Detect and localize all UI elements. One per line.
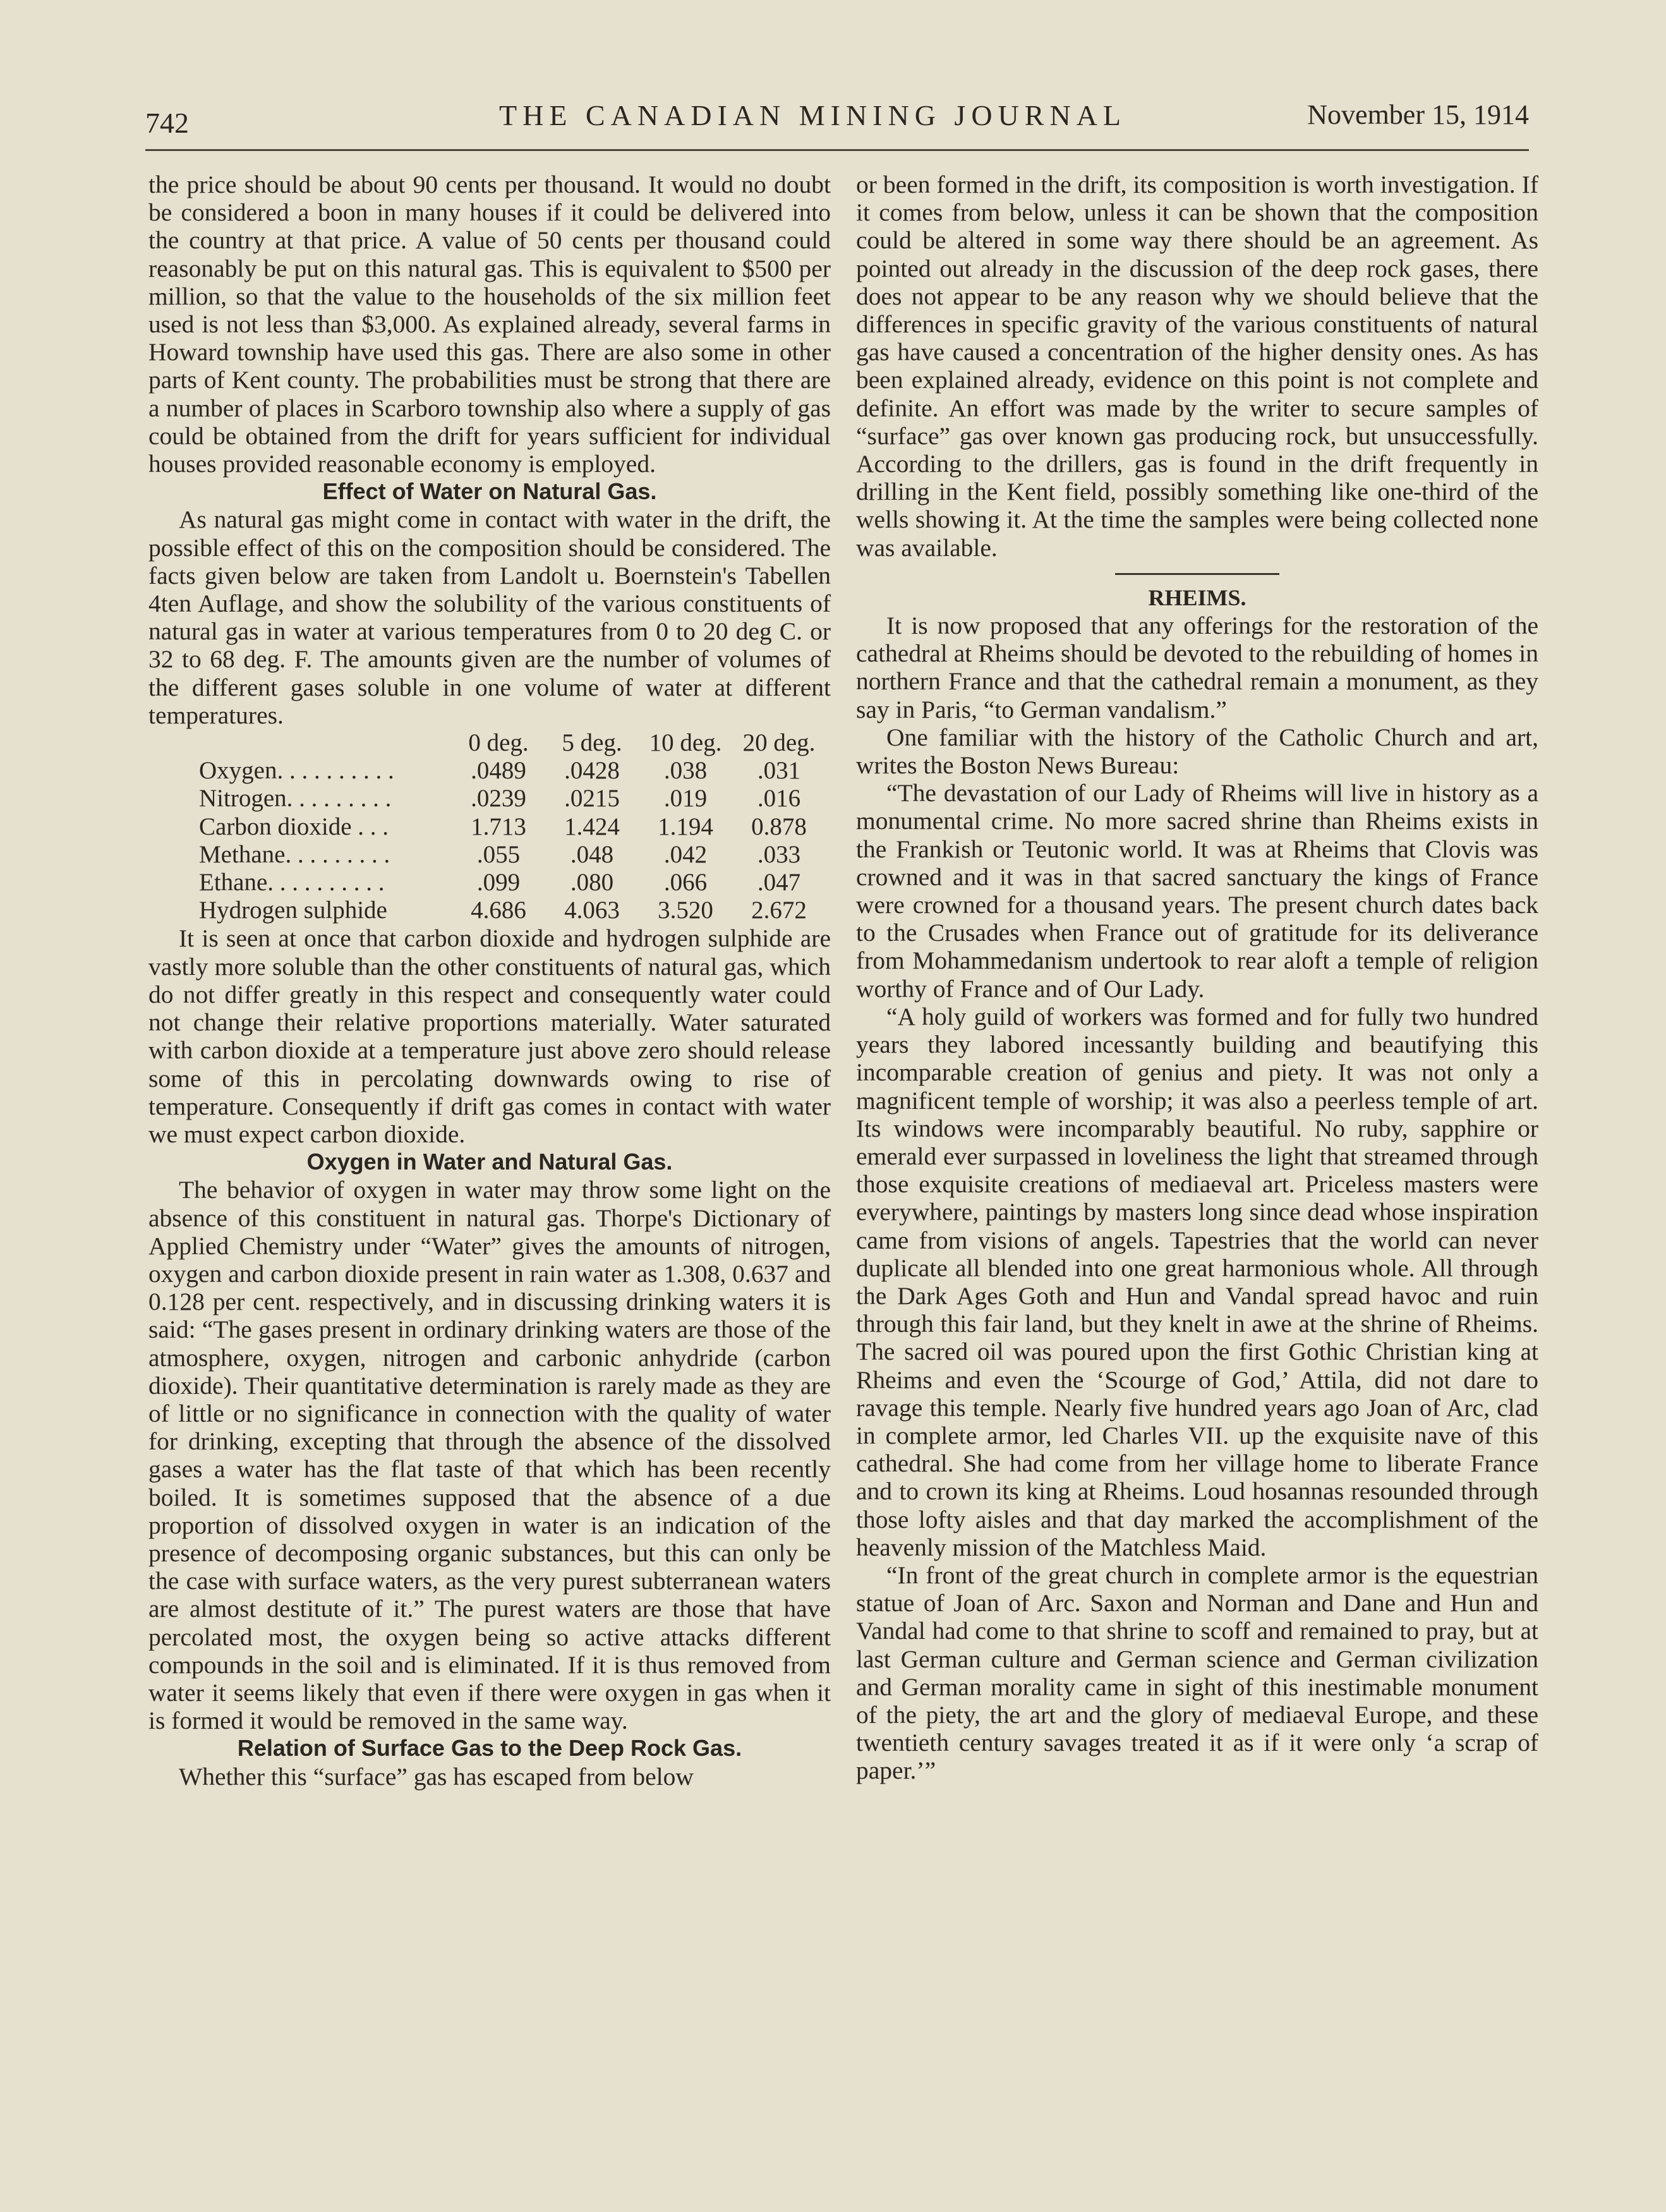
table-cell: 4.686 — [471, 897, 526, 924]
section-heading: Relation of Surface Gas to the Deep Rock Gas. — [237, 1735, 742, 1762]
table-cell: 1.194 — [658, 813, 713, 840]
journal-title: THE CANADIAN MINING JOURNAL — [499, 99, 1126, 131]
article-title: RHEIMS. — [1148, 584, 1246, 610]
paragraph: It is now proposed that any offerings for the restoration of the cathedral at Rheims should be devoted to the rebuilding of homes in northern France and that the cathedral remain a monument, as they say in Paris, “to German vandalism.” — [856, 612, 1538, 723]
gas-name: Nitrogen. . . . . . . . . — [199, 785, 392, 813]
column-header: 0 deg. — [468, 729, 529, 757]
gas-name: Ethane. . . . . . . . . . — [199, 869, 385, 897]
table-cell: .0428 — [564, 757, 620, 785]
table-cell: 2.672 — [751, 897, 807, 924]
paragraph: The behavior of oxygen in water may throw some light on the absence of this constituent in natural gas. Thorpe's Dictionary of Applied Chemistry under “Water” gives the amounts of nitrogen, oxygen and carbon dioxide present in rain water as 1.308, 0.637 and 0.128 per cent. respectively, and in discussing drinking waters it is said: “The gases present in ordinary drinking waters are those of the atmosphere, oxygen, nitrogen and carbonic anhydride (carbon dioxide). Their quantitative determination is rarely made as they are of little or no significance in connection with the quality of water for drinking, excepting that through the absence of the dissolved gases a water has the flat taste of that which has been recently boiled. It is sometimes supposed that the absence of a due proportion of dissolved oxygen in water is an indication of the presence of decomposing organic substances, but this can only be the case with surface waters, as the very purest subterranean waters are almost destitute of it.” The purest waters are those that have percolated most, the oxygen being so active attacks different compounds in the soil and is eliminated. If it is thus removed from water it seems likely that even if there were oxygen in gas when it is formed it would be removed in the same way. — [148, 1176, 831, 1735]
table-cell: .048 — [570, 840, 614, 868]
table-cell: 3.520 — [658, 897, 713, 924]
left-column — [148, 171, 831, 1791]
column-header: 10 deg. — [649, 729, 722, 757]
table-cell: 1.713 — [471, 813, 526, 840]
table-cell: .019 — [663, 785, 708, 813]
column-header: 20 deg. — [742, 729, 816, 757]
table-header-row — [199, 729, 826, 757]
issue-date: November 15, 1914 — [1307, 99, 1529, 130]
table-row — [199, 869, 826, 897]
page-header — [145, 95, 1529, 145]
paragraph: One familiar with the history of the Catholic Church and art, writes the Boston News Bureau: — [856, 723, 1538, 780]
table-cell: .016 — [757, 785, 801, 813]
page-number: 742 — [145, 107, 189, 139]
table-row — [199, 813, 826, 841]
table-cell: .0239 — [471, 785, 526, 813]
gas-name: Methane. . . . . . . . . — [199, 840, 390, 868]
table-cell: .042 — [663, 840, 708, 868]
table-cell: .033 — [757, 840, 801, 868]
table-cell: .0489 — [471, 757, 526, 785]
table-cell: .031 — [757, 757, 801, 785]
column-header: 5 deg. — [562, 729, 622, 757]
right-column — [856, 171, 1538, 1785]
paragraph: As natural gas might come in contact with water in the drift, the possible effect of this on the composition should be considered. The facts given below are taken from Landolt u. Boernstein's Tabellen 4ten Auflage, and show the solubility of the various constituents of natural gas in water at various temperatures from 0 to 20 deg C. or 32 to 68 deg. F. The amounts given are the number of volumes of the different gases soluble in one volume of water at different temperatures. — [148, 505, 831, 729]
table-cell: .055 — [476, 840, 521, 868]
paragraph: It is seen at once that carbon dioxide and hydrogen sulphide are vastly more soluble than the other constituents of natural gas, which do not differ greatly in this respect and consequently water could not change their relative proportions materially. Water saturated with carbon dioxide at a temperature just above zero should release some of this in percolating downwards owing to rise of temperature. Consequently if drift gas comes in contact with water we must expect carbon dioxide. — [148, 924, 831, 1148]
table-row — [199, 757, 826, 785]
paragraph: Whether this “surface” gas has escaped from below — [179, 1762, 694, 1791]
table-cell: 4.063 — [564, 897, 620, 924]
paragraph: “In front of the great church in complete armor is the equestrian statue of Joan of Arc. Saxon and Norman and Dane and Hun and Vandal had come to that shrine to scoff and remained to pray, but at last German culture and German science and German civilization and German morality came in sight of this inestimable monument of the piety, the art and the glory of mediaeval Europe, and these twentieth century savages treated it as if it were only ‘a scrap of paper.’” — [856, 1561, 1538, 1785]
paragraph: “The devastation of our Lady of Rheims will live in history as a monumental crime. No more sacred shrine than Rheims exists in the Frankish or Teutonic world. It was at Rheims that Clovis was crowned and it was in that sacred sanctuary the kings of France were crowned for a thousand years. The present church dates back to the Crusades when France out of gratitude for its deliverance from Mohammedanism undertook to rear aloft a temple of religion worthy of France and of Our Lady. — [856, 779, 1538, 1003]
section-divider — [1115, 573, 1279, 575]
section-heading: Effect of Water on Natural Gas. — [322, 478, 657, 505]
table-cell: .099 — [476, 869, 521, 897]
gas-name: Oxygen. . . . . . . . . . — [199, 757, 394, 785]
table-cell: .0215 — [564, 785, 620, 813]
solubility-table — [199, 729, 826, 924]
paragraph: the price should be about 90 cents per thousand. It would no doubt be considered a boon in many houses if it could be delivered into the country at that price. A value of 50 cents per thousand could reasonably be put on this natural gas. This is equivalent to $500 per million, so that the value to the households of the six million feet used is not less than $3,000. As explained already, several farms in Howard township have used this gas. There are also some in other parts of Kent county. The probabilities must be strong that there are a number of places in Scarboro township also where a supply of gas could be obtained from the drift for years sufficient for individual houses provided reasonable economy is employed. — [148, 171, 831, 478]
paragraph: “A holy guild of workers was formed and for fully two hundred years they labored incessantly building and beautifying this incomparable creation of genius and piety. It was not only a magnificent temple of worship; it was also a peerless temple of art. Its windows were incomparably beautiful. No ruby, sapphire or emerald ever surpassed in loveliness the light that streamed through those exquisite creations of mediaeval art. Priceless masters were everywhere, paintings by masters long since dead whose inspiration came from visions of angels. Tapestries that the world can never duplicate all blended into one great harmonious whole. All through the Dark Ages Goth and Hun and Vandal spread havoc and ruin through this fair land, but they knelt in awe at the shrine of Rheims. The sacred oil was poured upon the first Gothic Christian king at Rheims and even the ‘Scourge of God,’ Attila, did not dare to ravage this temple. Nearly five hundred years ago Joan of Arc, clad in complete armor, led Charles VII. up the exquisite nave of this cathedral. She had come from her village home to liberate France and to crown its king at Rheims. Loud hosannas resounded through those lofty aisles and that day marked the accomplishment of the heavenly mission of the Matchless Maid. — [856, 1002, 1538, 1561]
table-cell: .038 — [663, 757, 708, 785]
paragraph: or been formed in the drift, its composition is worth investigation. If it comes from below, unless it can be shown that the composition could be altered in some way there should be an agreement. As pointed out already in the discussion of the deep rock gases, there does not appear to be any reason why we should believe that the differences in specific gravity of the various constituents of natural gas have caused a concentration of the higher density ones. As has been explained already, evidence on this point is not complete and definite. An effort was made by the writer to secure samples of “surface” gas over known gas producing rock, but unsuccessfully. According to the drillers, gas is found in the drift frequently in drilling in the Kent field, possibly something like one-third of the wells showing it. At the time the samples were being collected none was available. — [856, 171, 1538, 562]
table-cell: 1.424 — [564, 813, 620, 840]
table-row — [199, 841, 826, 869]
gas-name: Hydrogen sulphide — [199, 897, 387, 924]
table-cell: .066 — [663, 869, 708, 897]
table-cell: .047 — [757, 869, 801, 897]
table-row — [199, 785, 826, 813]
table-cell: .080 — [570, 869, 614, 897]
table-cell: 0.878 — [751, 813, 807, 840]
table-row — [199, 897, 826, 924]
section-heading: Oxygen in Water and Natural Gas. — [306, 1149, 673, 1175]
gas-name: Carbon dioxide . . . — [199, 813, 389, 840]
header-rule — [145, 149, 1529, 151]
